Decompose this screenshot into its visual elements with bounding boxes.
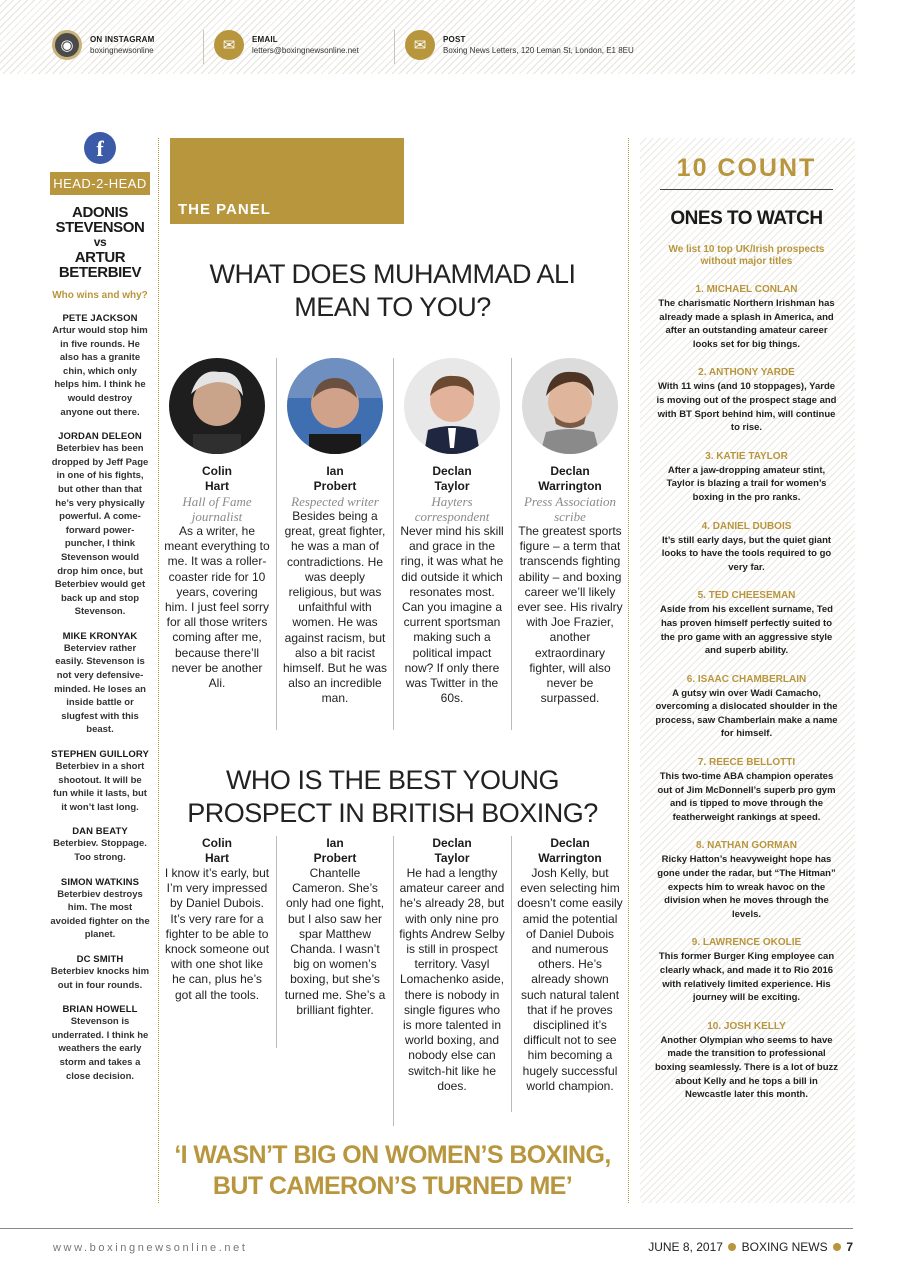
matchup-title [50, 205, 150, 280]
reader-name: SIMON WATKINS [60, 876, 140, 888]
envelope-icon: ✉ [214, 30, 244, 60]
prospect-name: 2. ANTHONY YARDE [698, 367, 795, 379]
bullet-dot [728, 1243, 736, 1251]
panelist-first-name: Colin [202, 836, 232, 850]
panelist-answer: He had a lengthy amateur career and he’s already 28, but with only nine pro fights Andrew Selby is still in prospect territory. Vasyl Lomachenko aside, there is nobody in single figures who is more talented in world boxing, and nobody else can switch-hit like he does. [399, 866, 505, 1093]
panelist-answer: Besides being a great, great fighter, he was a man of contradictions. He was deeply religious, but was unfaithful with women. He was against racism, but also a bit racist himself. But he was also an incredible man. [282, 509, 388, 706]
column-separator [276, 836, 277, 1048]
reader-responses [50, 313, 150, 1083]
panelist-column [282, 358, 388, 707]
reader-response: Artur would stop him in five rounds. He also has a granite chin, which only helps him. I think he would destroy anyone out there. [52, 325, 148, 418]
panelist-photo [169, 358, 265, 454]
pull-quote [170, 1140, 615, 1202]
ten-count-sidebar [640, 138, 855, 1203]
post-contact [405, 28, 634, 62]
reader-name: STEPHEN GUILLORY [51, 749, 149, 761]
panelist-answer: Chantelle Cameron. She’s only had one fight, but I also saw her spar Matthew Chanda. I wasn’t big on women’s boxing, but she’s turned me. She’s a brilliant fighter. [284, 866, 386, 1017]
reader-response: Beterbiev knocks him out in four rounds. [50, 965, 150, 991]
reader-name: PETE JACKSON [62, 313, 138, 324]
prospect-description: The charismatic Northern Irishman has already made a splash in America, and after an outstanding amateur career looks set for big things. [658, 298, 835, 350]
panelist-first-name: Declan [550, 464, 590, 478]
reader-name: DC SMITH [76, 953, 124, 965]
ten-count-intro: We list 10 top UK/Irish prospects without major titles [668, 244, 825, 267]
prospect-description: A gutsy win over Wadi Camacho, overcoming a dislocated shoulder in the process, saw Chamberlain make a name for himself. [655, 687, 838, 740]
sidebar-question: Who wins and why? [52, 290, 148, 301]
email-contact[interactable] [214, 28, 359, 62]
reader-name: DAN BEATY [72, 826, 128, 838]
column-divider [628, 138, 629, 1203]
panel-banner [170, 138, 404, 224]
panelist-first-name: Ian [326, 464, 344, 478]
facebook-icon[interactable]: f [84, 132, 116, 164]
panelist-role: Press Association scribe [523, 494, 617, 524]
prospect-name: 7. REECE BELLOTTI [697, 757, 796, 769]
column-divider [158, 138, 159, 1203]
footer-rule [0, 1228, 853, 1229]
bullet-dot [833, 1243, 841, 1251]
prospect-description: Aside from his excellent surname, Ted has proven himself perfectly suited to the pro game with an aggressive style and superb ability. [660, 604, 833, 657]
pull-quote-line-1: ‘I WASN’T BIG ON WOMEN’S BOXING, [174, 1141, 611, 1169]
panelist-answer: I know it’s early, but I’m very impressed by Daniel Dubois. It’s very rare for a fighter to be able to knock someone out with one shot like he can, plus he’s got all the tools. [164, 866, 270, 1002]
reader-response: Stevenson is underrated. I think he weathers the early storm and takes a close decision. [51, 1016, 149, 1082]
panelist-role: Hayters correspondent [414, 494, 490, 524]
prospect-description: Ricky Hatton’s heavyweight hope has gone under the radar, but “The Hitman” expects him to wreak havoc on the division when he moves through the levels. [657, 854, 836, 920]
title-rule [660, 189, 833, 190]
reader-name: MIKE KRONYAK [62, 630, 138, 642]
instagram-contact[interactable] [52, 28, 154, 62]
prospect-name: 1. MICHAEL CONLAN [695, 284, 798, 295]
website-url[interactable]: www.boxingnewsonline.net [53, 1242, 248, 1254]
panelist-column [164, 358, 270, 691]
head-2-head-tag: HEAD-2-HEAD [50, 172, 150, 195]
header-divider [203, 30, 204, 64]
opponent-first-name: ARTUR [74, 249, 126, 266]
panelist-first-name: Ian [326, 836, 344, 850]
column-separator [511, 358, 512, 730]
ten-count-title: 10 COUNT [676, 154, 817, 182]
reader-response: Beterbiev in a short shootout. It will be fun while it lasts, but it won’t last long. [53, 761, 147, 813]
instagram-icon: ◉ [52, 30, 82, 60]
envelope-icon: ✉ [405, 30, 435, 60]
panelist-answer-column [517, 836, 623, 1094]
prospect-name: 3. KATIE TAYLOR [705, 450, 788, 462]
panelist-answer: Never mind his skill and grace in the ring, it was what he did outside it which resonates most. Can you imagine a current sportsman making such a political impact now? If only there was Twitter in the 60s. [400, 524, 504, 706]
prospect-description: After a jaw-dropping amateur stint, Taylor is blazing a trail for women’s boxing in the pro ranks. [666, 464, 827, 503]
reader-response: Beterbiev has been dropped by Jeff Page in one of his fights, but other than that he’s very physically powerful. A come-forward power-puncher, I think Stevenson would drop him once, but Beterbiev would get back up and stop Stevenson. [51, 443, 149, 618]
panelist-last-name: Probert [313, 479, 357, 493]
panel-label: THE PANEL [178, 201, 271, 218]
panelist-last-name: Warrington [538, 479, 602, 493]
reader-response: Beterbiev. Stoppage. Too strong. [53, 838, 147, 863]
panelist-last-name: Probert [313, 851, 357, 865]
prospect-name: 9. LAWRENCE OKOLIE [691, 937, 802, 949]
panelist-last-name: Taylor [434, 479, 470, 493]
column-separator [276, 358, 277, 730]
ones-to-watch-heading: ONES TO WATCH [670, 208, 823, 229]
prospect-description: This two-time ABA champion operates out of Jim McDonnell’s superb pro gym and is tipped to move through the featherweight rankings at speed. [657, 771, 836, 823]
panelist-answer: Josh Kelly, but even selecting him doesn’t come easily amid the potential of Daniel Dubois and numerous others. He’s already shown such natural talent that if he proves disciplined it’s difficult not to see him becoming a hugely successful world champion. [517, 866, 623, 1093]
post-address: Boxing News Letters, 120 Leman St, London, E1 8EU [443, 46, 634, 55]
fighter-first-name: ADONIS [72, 204, 128, 221]
prospect-name: 8. NATHAN GORMAN [696, 840, 797, 852]
magazine-name: BOXING NEWS [741, 1240, 828, 1254]
panelist-first-name: Declan [550, 836, 590, 850]
prospect-description: With 11 wins (and 10 stoppages), Yarde is moving out of the prospect stage and with BT Sport behind him, will continue to rise. [656, 381, 837, 434]
email-address: letters@boxingnewsonline.net [252, 46, 359, 55]
panelist-answer-column [164, 836, 270, 1003]
instagram-handle: boxingnewsonline [90, 46, 154, 55]
reader-name: JORDAN DELEON [58, 431, 142, 443]
prospect-name: 4. DANIEL DUBOIS [701, 520, 792, 532]
panelist-answer: As a writer, he meant everything to me. It was a roller-coaster ride for 10 years, covering him. I just feel sorry for all those writers coming after me, because there’ll never be another Ali. [164, 524, 270, 691]
panelist-last-name: Hart [204, 479, 229, 493]
head-to-head-sidebar [50, 132, 150, 1083]
panelist-last-name: Taylor [434, 851, 470, 865]
post-label: POST [443, 35, 466, 44]
prospect-description: Another Olympian who seems to have made the transition to professional boxing seamlessly. There is a lot of buzz about Kelly and he tops a bill in Newcastle later this month. [654, 1034, 838, 1101]
opponent-last-name: BETERBIEV [58, 264, 142, 281]
email-label: EMAIL [252, 35, 278, 44]
header-divider [394, 30, 395, 64]
column-separator [393, 836, 394, 1126]
prospect-description: It’s still early days, but the quiet giant looks to have the tools required to go very far. [661, 534, 832, 573]
panelist-role: Respected writer [291, 494, 379, 509]
panelist-last-name: Warrington [538, 851, 602, 865]
question-2-heading: WHO IS THE BEST YOUNG PROSPECT IN BRITISH BOXING? [187, 765, 598, 828]
reader-name: BRIAN HOWELL [62, 1004, 138, 1016]
issue-date: JUNE 8, 2017 [648, 1240, 723, 1254]
panelist-answer-column [399, 836, 505, 1094]
panelist-photo [404, 358, 500, 454]
question-1-heading: WHAT DOES MUHAMMAD ALI MEAN TO YOU? [209, 259, 576, 322]
page-number: 7 [846, 1240, 853, 1254]
panelist-column [399, 358, 505, 706]
contact-header [0, 0, 855, 74]
panelist-first-name: Declan [432, 464, 472, 478]
panelist-first-name: Declan [432, 836, 472, 850]
panelist-photo [522, 358, 618, 454]
panelist-photo [287, 358, 383, 454]
instagram-label: ON INSTAGRAM [90, 35, 155, 44]
column-separator [511, 836, 512, 1112]
prospect-name: 6. ISAAC CHAMBERLAIN [686, 673, 807, 685]
prospect-name: 5. TED CHEESEMAN [697, 590, 796, 602]
reader-response: Beterbiev destroys him. The most avoided fighter on the planet. [50, 888, 150, 941]
panelist-role: Hall of Fame journalist [182, 494, 252, 524]
versus-label: vs [93, 235, 107, 249]
prospect-description: This former Burger King employee can clearly whack, and made it to Rio 2016 with relatively limited experience. His journey will be exciting. [658, 951, 835, 1004]
page-footer [648, 1240, 853, 1254]
fighter-last-name: STEVENSON [55, 219, 145, 236]
panelist-column [517, 358, 623, 706]
prospect-name: 10. JOSH KELLY [707, 1020, 786, 1032]
panelist-answer-column [282, 836, 388, 1018]
panelist-answer: The greatest sports figure – a term that transcends fighting ability – and boxing career we’ll likely ever see. His rivalry with Joe Frazier, another extraordinary fighter, will also never be surpassed. [517, 524, 623, 706]
pull-quote-line-2: BUT CAMERON’S TURNED ME’ [212, 1172, 573, 1200]
panelist-first-name: Colin [202, 464, 232, 478]
panelist-last-name: Hart [204, 851, 229, 865]
reader-response: Beterviev rather easily. Stevenson is not very defensive-minded. He loses an inside battle or slugfest with this beast. [54, 642, 146, 736]
column-separator [393, 358, 394, 730]
